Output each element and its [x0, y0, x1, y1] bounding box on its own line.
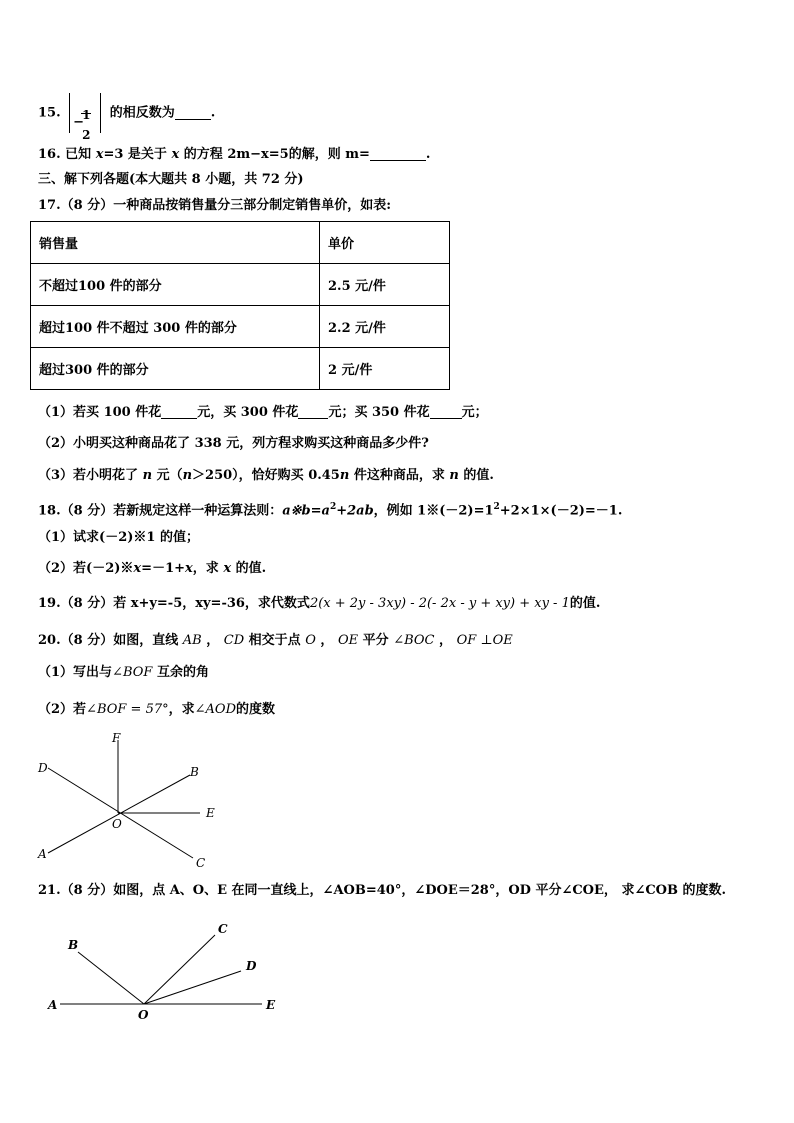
q18-p2-c: ，求 — [192, 561, 219, 576]
q20-text-d: ， — [320, 633, 334, 648]
line-ab — [48, 775, 190, 853]
minus-sign: − — [73, 115, 85, 130]
ray-ob — [78, 952, 144, 1004]
label-d: D — [38, 761, 48, 775]
q16-text-c: 的解，则 — [288, 147, 341, 162]
table-cell: 超过300 件的部分 — [31, 348, 320, 390]
label-a: A — [48, 998, 58, 1012]
q17-p1-b: 元，买 300 件花 — [197, 405, 299, 420]
q18-p2-a: （2）若(－2)※ — [38, 561, 134, 576]
q20-part-1 — [38, 664, 209, 682]
q18-var-x: x — [133, 561, 142, 576]
q20-p1-a: （1）写出与 — [38, 665, 113, 680]
q20-p1-c: 互余的角 — [156, 665, 209, 680]
table-cell: 2.5 元/件 — [320, 264, 450, 306]
q18-rule: a※b=a — [282, 503, 330, 519]
table-cell: 2.2 元/件 — [320, 306, 450, 348]
q17-p1-d: 元； — [461, 405, 488, 420]
q20-text-c: 相交于点 — [248, 633, 301, 648]
label-e: E — [266, 998, 276, 1012]
q17-var-n: n — [339, 468, 350, 483]
answer-blank — [298, 404, 328, 419]
q17-p3-d: 件这种商品，求 — [353, 468, 445, 483]
q18-var-x: x — [223, 561, 232, 576]
q20-line-ab: AB — [182, 633, 202, 648]
q17-p1-a: （1）若买 100 件花 — [38, 405, 162, 420]
table-header-row — [31, 222, 450, 264]
q21-figure — [40, 915, 300, 1025]
question-21: 21.（8 分）如图，点 A、O、E 在同一直线上，∠AOB=40°，∠DOE＝28°，OD 平分∠COE， 求∠COB 的度数. — [38, 883, 727, 898]
label-b: B — [68, 938, 79, 952]
q20-angle-aod: ∠AOD — [194, 702, 237, 717]
table-cell: 2 元/件 — [320, 348, 450, 390]
q17-part-1 — [38, 404, 488, 422]
table-header-cell: 销售量 — [31, 222, 320, 264]
q17-p3-b: 元（ — [156, 468, 183, 483]
q20-p2-e: 的度数 — [236, 702, 276, 717]
q16-equation: 2m−x=5 — [227, 147, 289, 162]
label-o: O — [112, 817, 122, 831]
q18-p2-b: =－1+ — [141, 561, 186, 576]
q20-text-b: ， — [206, 633, 220, 648]
answer-blank — [430, 404, 462, 419]
ray-od — [144, 971, 241, 1004]
q20-point-o: O — [305, 633, 316, 648]
label-a: A — [38, 847, 47, 861]
q20-text-a: 20.（8 分）如图，直线 — [38, 633, 179, 648]
q18-square: 2 — [493, 502, 500, 512]
q20-p2-c: ，求 — [168, 702, 195, 717]
q16-var-m: m= — [345, 147, 370, 162]
q17-p1-c: 元；买 350 件花 — [328, 405, 430, 420]
label-f: F — [112, 731, 121, 745]
label-e: E — [206, 806, 215, 820]
table-row — [31, 306, 450, 348]
q17-part-2: （2）小明买这种商品花了 338 元，列方程求购买这种商品多少件? — [38, 436, 429, 451]
q18-var-x: x — [185, 561, 193, 576]
fraction-denominator: 2 — [82, 128, 91, 142]
label-c: C — [196, 856, 206, 870]
q20-text-f: ， — [439, 633, 453, 648]
fraction-numerator: 1 — [82, 108, 91, 122]
q17-part-3 — [38, 467, 494, 485]
q16-var-x2: x — [171, 147, 180, 162]
q20-ray-oe: OE — [337, 633, 359, 648]
q18-text-b: ，例如 1※(－2)=1 — [373, 503, 494, 519]
q18-square: 2 — [329, 502, 337, 512]
q20-angle-boc: ∠BOC — [393, 633, 435, 648]
table-row — [31, 348, 450, 390]
q20-given-angle: ∠BOF = 57° — [86, 702, 169, 717]
label-c: C — [218, 922, 228, 936]
q16-number: 16. — [38, 147, 61, 162]
table-row — [31, 264, 450, 306]
q16-var-x: x — [95, 147, 104, 162]
q18-rule2: +2ab — [336, 503, 374, 519]
question-15 — [38, 93, 216, 142]
q16-text-eq: =3 是关于 — [103, 147, 167, 162]
q20-figure — [30, 728, 230, 873]
absolute-fraction — [69, 93, 101, 142]
answer-blank — [175, 105, 211, 120]
q18-p2-d: 的值. — [235, 561, 267, 576]
q20-line-cd: CD — [223, 633, 245, 648]
q17-var-n: n — [449, 468, 459, 483]
answer-blank — [161, 404, 197, 419]
table-header-cell: 单价 — [320, 222, 450, 264]
label-d: D — [246, 959, 257, 973]
q18-part-1: （1）试求(－2)※1 的值； — [38, 530, 199, 545]
ray-oc — [144, 935, 215, 1004]
q16-text-b: 的方程 — [183, 147, 223, 162]
label-o: O — [138, 1008, 149, 1022]
table-cell: 超过100 件不超过 300 件的部分 — [31, 306, 320, 348]
q20-part-2 — [38, 701, 275, 719]
q17-p3-a: （3）若小明花了 — [38, 468, 139, 483]
q15-number: 15. — [38, 105, 61, 121]
q17-p3-e: 的值. — [463, 468, 494, 483]
q17-var-n: n — [182, 468, 193, 483]
question-16 — [38, 146, 430, 164]
price-table — [30, 221, 450, 390]
table-cell: 不超过100 件的部分 — [31, 264, 320, 306]
section-3-heading: 三、解下列各题(本大题共 8 小题，共 72 分) — [38, 172, 304, 187]
fraction-bar — [81, 113, 91, 114]
q20-p2-a: （2）若 — [38, 702, 87, 717]
q19-text-a: 19.（8 分）若 x+y=-5，xy=-36，求代数式 — [38, 596, 310, 611]
question-17: 17.（8 分）一种商品按销售量分三部分制定销售单价，如表: — [38, 198, 391, 213]
q18-part-2 — [38, 560, 266, 578]
question-20 — [38, 632, 513, 650]
q17-var-n: n — [142, 468, 153, 483]
q20-text-e: 平分 — [362, 633, 389, 648]
q20-perpendicular: OF ⊥OE — [456, 633, 513, 648]
q19-text-b: 的值. — [569, 596, 601, 611]
q15-text: 的相反数为 — [109, 105, 175, 121]
q18-text-a: 18.（8 分）若新规定这样一种运算法则： — [38, 503, 283, 519]
q15-end: . — [210, 105, 216, 121]
answer-blank — [370, 146, 426, 161]
q20-angle-bof: ∠BOF — [112, 665, 153, 680]
q16-text-a: 已知 — [65, 147, 92, 162]
question-18 — [38, 498, 622, 520]
question-19 — [38, 595, 600, 613]
q18-text-c: +2×1×(－2)=－1. — [499, 503, 623, 519]
label-b: B — [190, 765, 199, 779]
q19-expression: 2(x + 2y - 3xy) - 2(- 2x - y + xy) + xy - 1 — [309, 596, 570, 611]
q16-end: . — [425, 147, 431, 162]
q17-p3-c: ＞250），恰好购买 0.45 — [192, 468, 340, 483]
